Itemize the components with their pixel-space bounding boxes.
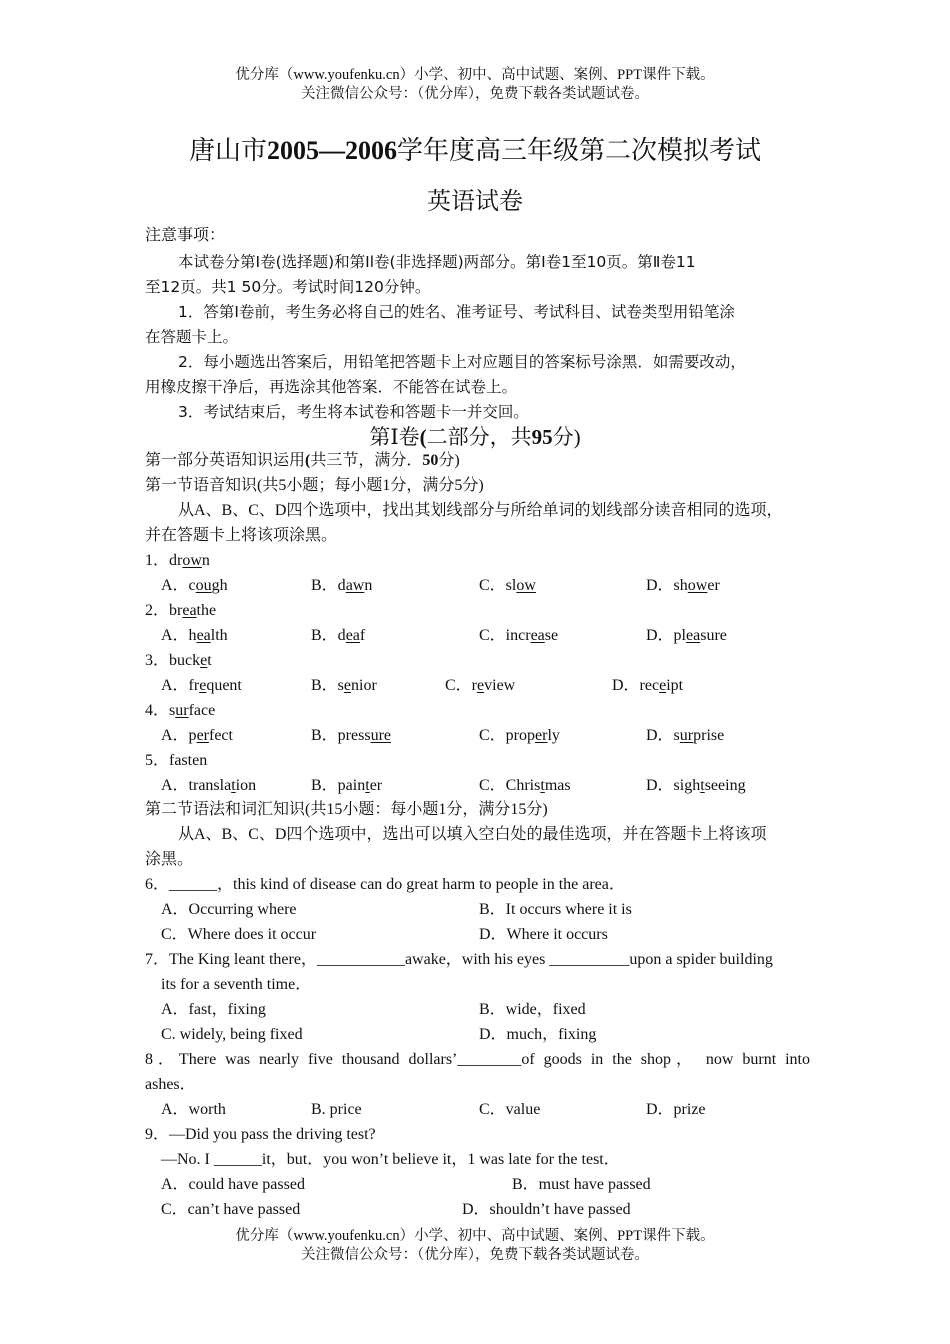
option-2b[interactable]: B．deaf <box>311 627 366 644</box>
option-8c[interactable]: C．value <box>479 1101 541 1118</box>
option-9b[interactable]: B．must have passed <box>512 1176 651 1193</box>
notice-item1-a: 1．答第Ⅰ卷前，考生务必将自己的姓名、准考证号、考试科目、试卷类型用铅笔涂 <box>178 303 735 321</box>
question-3-stem: 3．bucket <box>145 652 212 669</box>
option-7b[interactable]: B．wide，fixed <box>479 1001 586 1018</box>
notice-para1-b: 至12页。共1 50分。考试时间120分钟。 <box>145 278 431 296</box>
notice-item2-a: 2．每小题选出答案后，用铅笔把答题卡上对应题目的答案标号涂黑．如需要改动， <box>178 353 746 371</box>
section2-instruction-a: 从A、B、C、D四个选项中，选出可以填入空白处的最佳选项，并在答题卡上将该项 <box>178 826 767 843</box>
option-6b[interactable]: B．It occurs where it is <box>479 901 632 918</box>
option-2c[interactable]: C．increase <box>479 627 559 644</box>
question-4-options <box>145 723 810 748</box>
question-1-stem: 1．drown <box>145 552 210 569</box>
page-footer-line2: 关注微信公众号：（优分库），免费下载各类试题试卷。 <box>301 1247 649 1263</box>
part1-score: 50 <box>422 452 439 469</box>
question-7-options-row1 <box>145 997 810 1022</box>
question-8-options <box>145 1097 810 1122</box>
title-exam: 学年度高三年级第二次模拟考试 <box>397 136 762 165</box>
option-4c[interactable]: C．properly <box>479 727 560 744</box>
volume1-mid: 二部分，共 <box>426 425 532 449</box>
question-6-stem: 6．______，this kind of disease can do great harm to people in the area． <box>145 876 625 893</box>
option-9a[interactable]: A．could have passed <box>161 1176 305 1193</box>
notice-label: 注意事项： <box>145 227 226 244</box>
question-9-stem: 9．—Did you pass the driving test? <box>145 1126 376 1143</box>
page-title <box>0 130 950 167</box>
option-5a[interactable]: A．translation <box>161 777 257 794</box>
option-1b[interactable]: B．dawn <box>311 577 373 594</box>
option-5d[interactable]: D．sightseeing <box>646 777 746 794</box>
question-6-options-row2 <box>145 922 810 947</box>
page-subtitle: 英语试卷 <box>427 189 523 215</box>
option-1a[interactable]: A．cough <box>161 577 228 594</box>
option-6d[interactable]: D．Where it occurs <box>479 926 608 943</box>
part1-mid: 共三节，满分． <box>310 452 423 469</box>
question-9-options-row2 <box>145 1197 810 1222</box>
question-8-stem-a: 8．There was nearly five thousand dollars’________of goods in the shop， now burnt into <box>145 1051 810 1068</box>
option-2d[interactable]: D．pleasure <box>646 627 727 644</box>
question-6-options-row1 <box>145 897 810 922</box>
option-7a[interactable]: A．fast，fixing <box>161 1001 266 1018</box>
volume1-heading <box>0 423 950 451</box>
option-9d[interactable]: D．shouldn’t have passed <box>462 1201 631 1218</box>
question-7-stem-a: 7．The King leant there，___________awake，with his eyes __________upon a spider building <box>145 951 773 968</box>
part1-pre: 第一部分英语知识运用 <box>145 452 306 469</box>
volume1-pre: 第Ⅰ卷 <box>369 425 420 449</box>
section1-instruction-b: 并在答题卡上将该项涂黑。 <box>145 527 338 544</box>
option-6c[interactable]: C．Where does it occur <box>161 926 317 943</box>
option-4d[interactable]: D．surprise <box>646 727 725 744</box>
option-7d[interactable]: D．much，fixing <box>479 1026 597 1043</box>
question-2-stem: 2．breathe <box>145 602 217 619</box>
option-1d[interactable]: D．shower <box>646 577 720 594</box>
question-5-stem: 5．fasten <box>145 752 208 769</box>
volume1-post: 分) <box>552 425 581 449</box>
page-header-line1: 优分库（www.youfenku.cn）小学、初中、高中试题、案例、PPT课件下载。 <box>235 67 715 83</box>
section2-heading: 第二节语法和词汇知识(共15小题：每小题1分，满分15分) <box>145 801 548 818</box>
question-8-stem-b: ashes． <box>145 1076 196 1093</box>
option-2a[interactable]: A．health <box>161 627 228 644</box>
question-9-reply: —No. I ______it，but．you won’t believe it，1 was late for the test． <box>161 1151 620 1168</box>
part1-paren: ( <box>305 452 311 469</box>
question-1-options <box>145 573 810 598</box>
option-8a[interactable]: A．worth <box>161 1101 226 1118</box>
question-9-options-row1 <box>145 1172 810 1197</box>
page-footer-line1: 优分库（www.youfenku.cn）小学、初中、高中试题、案例、PPT课件下载。 <box>235 1228 715 1244</box>
question-4-stem: 4．surface <box>145 702 216 719</box>
option-3d[interactable]: D．receipt <box>612 677 684 694</box>
question-7-options-row2 <box>145 1022 810 1047</box>
part1-post: 分) <box>438 452 460 469</box>
option-3c[interactable]: C．review <box>445 677 516 694</box>
option-4a[interactable]: A．perfect <box>161 727 233 744</box>
title-years: 2005—2006 <box>267 136 397 165</box>
question-5-options <box>145 773 810 798</box>
option-8b[interactable]: B. price <box>311 1101 362 1118</box>
option-7c[interactable]: C. widely, being fixed <box>161 1026 303 1043</box>
section1-heading: 第一节语音知识(共5小题；每小题1分，满分5分) <box>145 477 484 494</box>
option-9c[interactable]: C．can’t have passed <box>161 1201 301 1218</box>
notice-item3: 3．考试结束后，考生将本试卷和答题卡一并交回。 <box>178 403 529 421</box>
page-header-line2: 关注微信公众号：（优分库），免费下载各类试题试卷。 <box>301 86 649 102</box>
question-7-stem-b: its for a seventh time． <box>161 976 312 993</box>
option-6a[interactable]: A．Occurring where <box>161 901 297 918</box>
notice-item1-b: 在答题卡上。 <box>145 328 239 346</box>
option-3a[interactable]: A．frequent <box>161 677 242 694</box>
option-3b[interactable]: B．senior <box>311 677 377 694</box>
option-4b[interactable]: B．pressure <box>311 727 391 744</box>
question-3-options <box>145 673 810 698</box>
option-8d[interactable]: D．prize <box>646 1101 706 1118</box>
part1-heading <box>145 448 810 473</box>
section2-instruction-b: 涂黑。 <box>145 851 194 868</box>
volume1-paren: ( <box>419 425 427 449</box>
notice-para1-a: 本试卷分第Ⅰ卷(选择题)和第Ⅰl卷(非选择题)两部分。第Ⅰ卷1至10页。第Ⅱ卷11 <box>178 253 696 271</box>
section1-instruction-a: 从A、B、C、D四个选项中，找出其划线部分与所给单词的划线部分读音相同的选项， <box>178 502 783 519</box>
option-1c[interactable]: C．slow <box>479 577 536 594</box>
option-5c[interactable]: C．Christmas <box>479 777 571 794</box>
question-2-options <box>145 623 810 648</box>
title-city: 唐山市 <box>188 136 267 165</box>
option-5b[interactable]: B．painter <box>311 777 383 794</box>
notice-item2-b: 用橡皮擦干净后，再选涂其他答案．不能答在试卷上。 <box>145 378 518 396</box>
volume1-score: 95 <box>531 425 553 449</box>
